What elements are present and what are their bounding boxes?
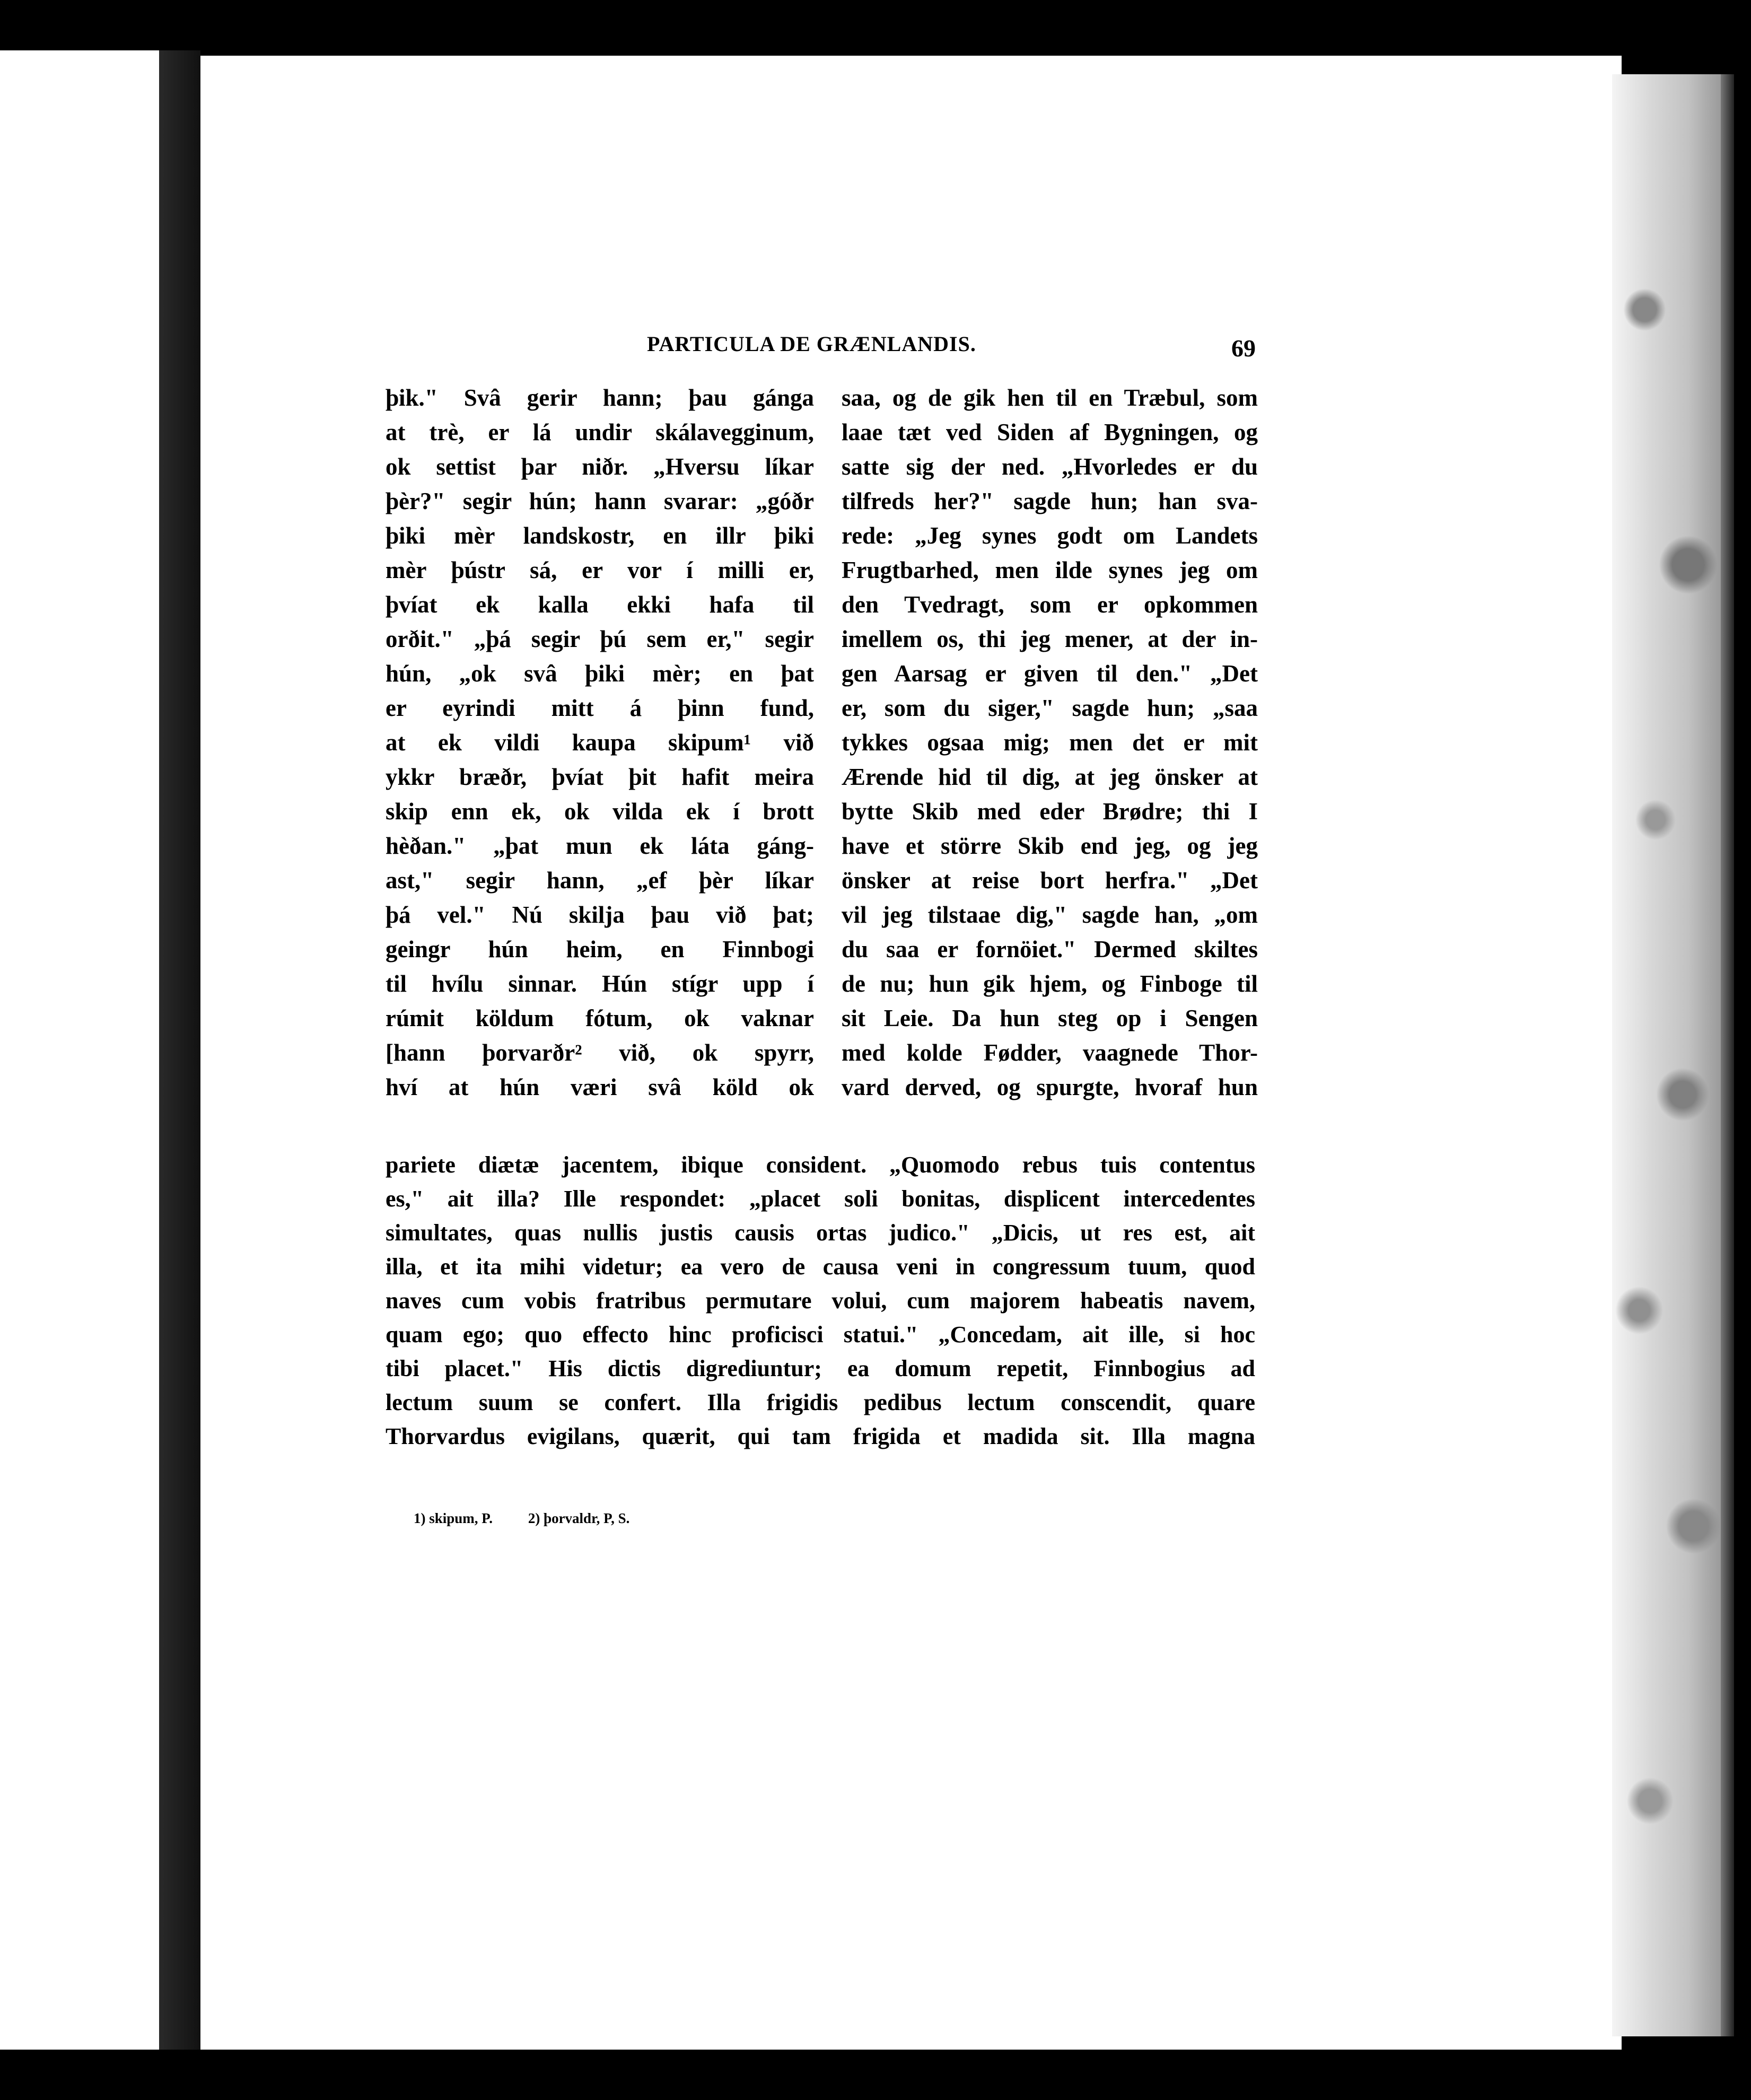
page-fore-edge (1612, 74, 1721, 2036)
running-head: PARTICULA DE GRÆNLANDIS. (647, 332, 976, 356)
text-line: mèr þústr sá, er vor í milli er, (386, 557, 814, 583)
text-line: Thorvardus evigilans, quærit, qui tam frigida et madida sit. Illa magna (386, 1423, 1255, 1449)
text-line: Ærende hid til dig, at jeg önsker at (842, 764, 1258, 790)
text-line: rúmit köldum fótum, ok vaknar (386, 1005, 814, 1031)
text-line: imellem os, thi jeg mener, at der in- (842, 626, 1258, 652)
text-line: illa, et ita mihi videtur; ea vero de causa veni in congressum tuum, quod (386, 1254, 1255, 1280)
text-line: Frugtbarhed, men ilde synes jeg om (842, 557, 1258, 583)
text-line: ast," segir hann, „ef þèr líkar (386, 867, 814, 894)
text-line: tilfreds her?" sagde hun; han sva- (842, 488, 1258, 514)
footnote: 1) skipum, P. (414, 1510, 493, 1526)
text-line: geingr hún heim, en Finnbogi (386, 936, 814, 962)
text-line: til hvílu sinnar. Hún stígr upp í (386, 970, 814, 997)
text-line: hún, „ok svâ þiki mèr; en þat (386, 660, 814, 687)
text-line: tibi placet." His dictis digrediuntur; ea domum repetit, Finnbogius ad (386, 1355, 1255, 1381)
text-line: du saa er fornöiet." Dermed skiltes (842, 936, 1258, 962)
text-line: sit Leie. Da hun steg op i Sengen (842, 1005, 1258, 1031)
footnote: 2) þorvaldr, P, S. (528, 1510, 630, 1526)
text-line: skip enn ek, ok vilda ek í brott (386, 798, 814, 825)
text-line: þvíat ek kalla ekki hafa til (386, 591, 814, 618)
text-line: hví at hún væri svâ köld ok (386, 1074, 814, 1100)
text-line: önsker at reise bort herfra." „Det (842, 867, 1258, 894)
book-gutter (159, 50, 200, 2050)
text-line: saa, og de gik hen til en Træbul, som (842, 384, 1258, 411)
text-line: er eyrindi mitt á þinn fund, (386, 695, 814, 721)
text-line: naves cum vobis fratribus permutare volui, cum majorem habeatis navem, (386, 1288, 1255, 1314)
text-line: þèr?" segir hún; hann svarar: „góðr (386, 488, 814, 514)
text-line: satte sig der ned. „Hvorledes er du (842, 453, 1258, 480)
text-line: vil jeg tilstaae dig," sagde han, „om (842, 902, 1258, 928)
text-line: at trè, er lá undir skálavegginum, (386, 419, 814, 445)
text-line: quam ego; quo effecto hinc proficisci statui." „Concedam, ait ille, si hoc (386, 1322, 1255, 1348)
old-norse-column (386, 381, 814, 1105)
text-line: ykkr bræðr, þvíat þit hafit meira (386, 764, 814, 790)
text-line: laae tæt ved Siden af Bygningen, og (842, 419, 1258, 445)
text-line: pariete diætæ jacentem, ibique consident. „Quomodo rebus tuis contentus (386, 1152, 1255, 1178)
text-line: lectum suum se confert. Illa frigidis pedibus lectum conscendit, quare (386, 1389, 1255, 1415)
facing-page-edge (0, 50, 159, 2050)
text-line: tykkes ogsaa mig; men det er mit (842, 729, 1258, 756)
text-line: [hann þorvarðr² við, ok spyrr, (386, 1039, 814, 1066)
text-line: bytte Skib med eder Brødre; thi I (842, 798, 1258, 825)
text-line: orðit." „þá segir þú sem er," segir (386, 626, 814, 652)
text-line: simultates, quas nullis justis causis ortas judico." „Dicis, ut res est, ait (386, 1220, 1255, 1246)
text-line: at ek vildi kaupa skipum¹ við (386, 729, 814, 756)
text-line: þá vel." Nú skilja þau við þat; (386, 902, 814, 928)
text-line: med kolde Fødder, vaagnede Thor- (842, 1039, 1258, 1066)
text-line: den Tvedragt, som er opkommen (842, 591, 1258, 618)
text-line: hèðan." „þat mun ek láta gáng- (386, 833, 814, 859)
text-line: þik." Svâ gerir hann; þau gánga (386, 384, 814, 411)
text-line: rede: „Jeg synes godt om Landets (842, 522, 1258, 549)
page-fore-edge-shadow (1721, 74, 1734, 2036)
page-number: 69 (1231, 335, 1256, 362)
footnotes (414, 1510, 661, 1527)
text-line: þiki mèr landskostr, en illr þiki (386, 522, 814, 549)
text-line: vard derved, og spurgte, hvoraf hun (842, 1074, 1258, 1100)
danish-column (842, 381, 1258, 1105)
text-line: de nu; hun gik hjem, og Finboge til (842, 970, 1258, 997)
text-line: er, som du siger," sagde hun; „saa (842, 695, 1258, 721)
text-line: have et större Skib end jeg, og jeg (842, 833, 1258, 859)
text-line: es," ait illa? Ille respondet: „placet soli bonitas, displicent intercedentes (386, 1186, 1255, 1212)
latin-paragraph (386, 1148, 1255, 1454)
text-line: gen Aarsag er given til den." „Det (842, 660, 1258, 687)
text-line: ok settist þar niðr. „Hversu líkar (386, 453, 814, 480)
